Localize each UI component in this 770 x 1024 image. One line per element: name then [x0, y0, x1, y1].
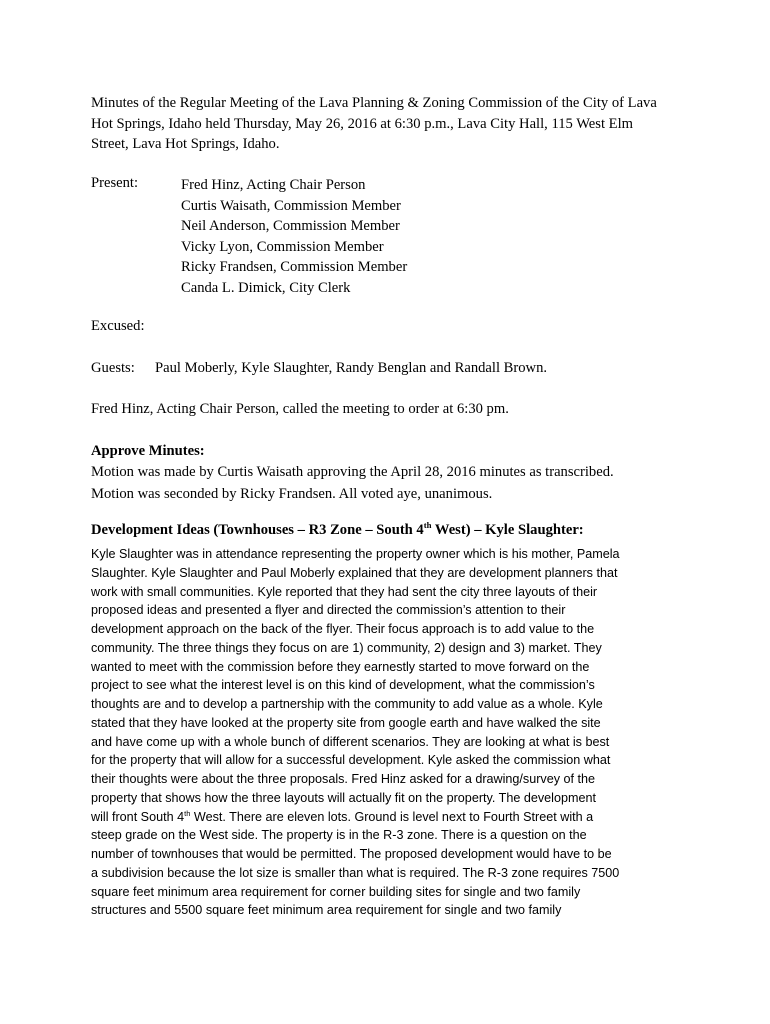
body-line: wanted to meet with the commission before they earnestly started to move forward on the — [91, 659, 590, 674]
motion-line: Motion was seconded by Ricky Frandsen. All voted aye, unanimous. — [91, 486, 493, 502]
body-line: their thoughts were about the three proposals. Fred Hinz asked for a drawing/survey of the — [91, 772, 596, 786]
body-line: and have come up with a whole bunch of different scenarios. They are looking at what is best — [91, 734, 610, 749]
present-list — [181, 175, 407, 298]
body-line: Kyle Slaughter was in attendance representing the property owner which is his mother, Pamela — [91, 547, 620, 561]
body-line: work with small communities. Kyle reported that they had sent the city three layouts of their — [91, 584, 598, 599]
development-heading-sup: th — [423, 520, 432, 531]
body-line: thoughts are and to develop a partnership with the community to add value as a whole. Kyle — [91, 697, 603, 711]
body-line: proposed ideas and presented a flyer and directed the commission’s attention to their — [91, 603, 566, 618]
intro-line: Minutes of the Regular Meeting of the Lava Planning & Zoning Commission of the City of Lava — [91, 95, 657, 111]
body-line-part: will front South 4 — [91, 809, 185, 824]
development-body — [91, 545, 620, 920]
intro-line: Hot Springs, Idaho held Thursday, May 26, 2016 at 6:30 p.m., Lava City Hall, 115 West Elm — [91, 115, 633, 132]
body-line: square feet minimum area requirement for corner building sites for single and two family — [91, 884, 581, 899]
development-heading-part: Development Ideas (Townhouses – R3 Zone – South 4 — [91, 522, 424, 538]
body-line: property that shows how the three layouts will actually fit on the property. The development — [91, 790, 596, 805]
motion-line: Motion was made by Curtis Waisath approving the April 28, 2016 minutes as transcribed. — [91, 464, 614, 480]
body-line: a subdivision because the lot size is smaller than what is required. The R-3 zone requires 7500 — [91, 865, 620, 880]
body-line: structures and 5500 square feet minimum area requirement for single and two family — [91, 903, 562, 918]
intro-line: Street, Lava Hot Springs, Idaho. — [91, 136, 280, 152]
present-member: Neil Anderson, Commission Member — [181, 218, 400, 234]
body-line: development approach on the back of the flyer. Their focus approach is to add value to the — [91, 622, 595, 636]
call-to-order: Fred Hinz, Acting Chair Person, called the meeting to order at 6:30 pm. — [91, 401, 509, 417]
present-label: Present: — [91, 175, 139, 191]
body-line: Slaughter. Kyle Slaughter and Paul Moberly explained that they are development planners that — [91, 565, 618, 580]
approve-minutes-body — [91, 461, 614, 505]
guests-list: Paul Moberly, Kyle Slaughter, Randy Benglan and Randall Brown. — [155, 360, 548, 376]
guests-label: Guests: — [91, 360, 135, 376]
excused-label: Excused: — [91, 318, 145, 334]
body-line: number of townhouses that would be permitted. The proposed development would have to be — [91, 847, 612, 861]
body-line: community. The three things they focus on are 1) community, 2) design and 3) market. They — [91, 640, 602, 655]
present-member: Vicky Lyon, Commission Member — [181, 238, 384, 255]
body-line: stated that they have looked at the property site from google earth and have walked the site — [91, 715, 601, 730]
approve-minutes-heading: Approve Minutes: — [91, 443, 205, 459]
present-member: Fred Hinz, Acting Chair Person — [181, 177, 366, 193]
development-heading — [91, 522, 584, 539]
body-line — [91, 808, 620, 827]
intro-paragraph — [91, 93, 691, 155]
present-member: Canda L. Dimick, City Clerk — [181, 279, 351, 296]
body-line: project to see what the interest level is on this kind of development, what the commission’s — [91, 678, 595, 693]
development-heading-part: West) – Kyle Slaughter: — [431, 522, 584, 538]
body-line-sup: th — [184, 808, 191, 818]
present-member: Ricky Frandsen, Commission Member — [181, 259, 408, 275]
body-line-part: West. There are eleven lots. Ground is level next to Fourth Street with a — [190, 809, 594, 824]
body-line: for the property that will allow for a successful development. Kyle asked the commission what — [91, 753, 611, 768]
present-member: Curtis Waisath, Commission Member — [181, 197, 401, 214]
body-line: steep grade on the West side. The property is in the R-3 zone. There is a question on the — [91, 828, 587, 843]
